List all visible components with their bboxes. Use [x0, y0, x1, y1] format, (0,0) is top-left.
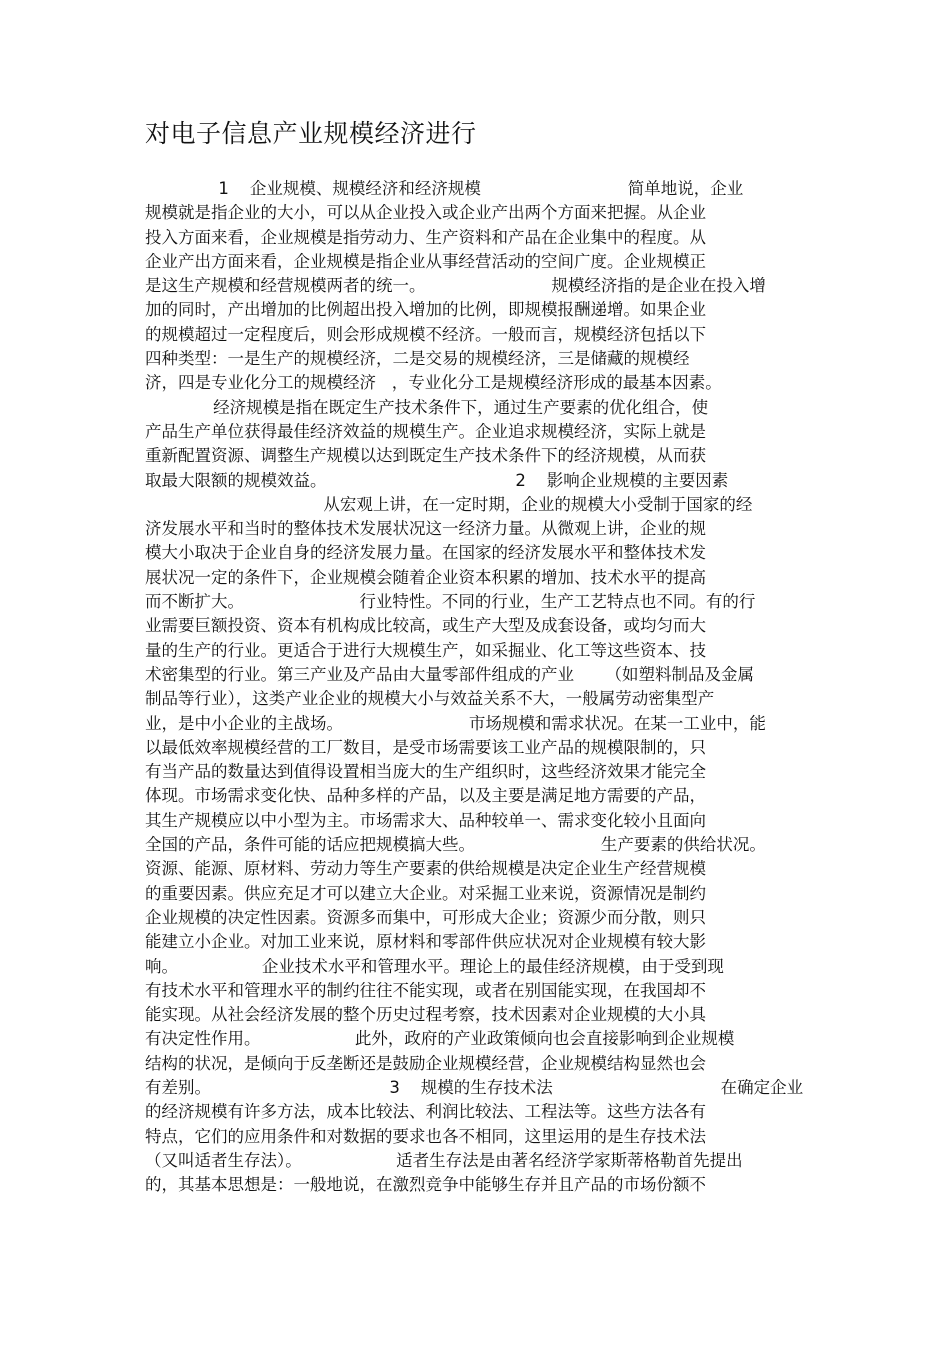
body-text-line: 能实现。从社会经济发展的整个历史过程考察，技术因素对企业规模的大小具 [145, 1005, 706, 1025]
body-text-line: 展状况一定的条件下，企业规模会随着企业资本积累的增加、技术水平的提高 [145, 567, 706, 587]
body-text-line: 从宏观上讲，在一定时期，企业的规模大小受制于国家的经 [145, 494, 753, 514]
body-text-line: 全国的产品，条件可能的话应把规模搞大些。 生产要素的供给状况。 [145, 835, 766, 855]
body-text-line: 1 企业规模、规模经济和经济规模 简单地说，企业 [145, 179, 744, 198]
body-text-line: 术密集型的行业。第三产业及产品由大量零部件组成的产业 （如塑料制品及金属 [145, 664, 754, 684]
body-text-line: 业需要巨额投资、资本有机构成比较高，或生产大型及成套设备，或均匀而大 [145, 616, 706, 636]
body-text-line: 有技术水平和管理水平的制约往往不能实现，或者在别国能实现，在我国却不 [145, 980, 706, 1000]
body-text-line: 加的同时，产出增加的比例超出投入增加的比例，即规模报酬递增。如果企业 [145, 300, 706, 320]
body-text-line: 企业产出方面来看，企业规模是指企业从事经营活动的空间广度。企业规模正 [145, 251, 706, 271]
body-text-line: 有决定性作用。 此外，政府的产业政策倾向也会直接影响到企业规模 [145, 1029, 735, 1049]
body-text-line: 业，是中小企业的主战场。 市场规模和需求状况。在某一工业中，能 [145, 713, 766, 733]
body-text-line: 体现。市场需求变化快、品种多样的产品，以及主要是满足地方需要的产品， [145, 786, 706, 806]
body-text-line: 的重要因素。供应充足才可以建立大企业。对采掘工业来说，资源情况是制约 [145, 883, 706, 903]
body-text-line: 投入方面来看，企业规模是指劳动力、生产资料和产品在企业集中的程度。从 [145, 227, 706, 247]
document-body [145, 177, 825, 1197]
body-text-line: 是这生产规模和经营规模两者的统一。 规模经济指的是企业在投入增 [145, 276, 766, 296]
body-text-line: 特点，它们的应用条件和对数据的要求也各不相同，这里运用的是生存技术法 [145, 1126, 706, 1146]
body-text-line: 能建立小企业。对加工业来说，原材料和零部件供应状况对企业规模有较大影 [145, 932, 706, 952]
body-text-line: 结构的状况，是倾向于反垄断还是鼓励企业规模经营，企业规模结构显然也会 [145, 1053, 706, 1073]
body-text-line: 取最大限额的规模效益。 2 影响企业规模的主要因素 [145, 470, 729, 490]
body-text-line: 的，其基本思想是：一般地说，在激烈竞争中能够生存并且产品的市场份额不 [145, 1175, 706, 1195]
body-text-line: 量的生产的行业。更适合于进行大规模生产，如采掘业、化工等这些资本、技 [145, 640, 706, 660]
body-text-line: 的规模超过一定程度后，则会形成规模不经济。一般而言，规模经济包括以下 [145, 324, 706, 344]
document-title: 对电子信息产业规模经济进行 [145, 119, 477, 148]
body-text-line: 而不断扩大。 行业特性。不同的行业，生产工艺特点也不同。有的行 [145, 592, 756, 612]
body-text-line: 济，四是专业化分工的规模经济 ，专业化分工是规模经济形成的最基本因素。 [145, 373, 722, 393]
body-text-line: 以最低效率规模经营的工厂数目，是受市场需要该工业产品的规模限制的，只 [145, 737, 706, 757]
body-text-line: 制品等行业），这类产业企业的规模大小与效益关系不大，一般属劳动密集型产 [145, 689, 715, 709]
body-text-line: 重新配置资源、调整生产规模以达到既定生产技术条件下的经济规模，从而获 [145, 446, 706, 466]
body-text-line: 其生产规模应以中小型为主。市场需求大、品种较单一、需求变化较小且面向 [145, 810, 706, 830]
body-text-line: 有差别。 3 规模的生存技术法 在确定企业 [145, 1077, 804, 1097]
body-text-line: 规模就是指企业的大小，可以从企业投入或企业产出两个方面来把握。从企业 [145, 203, 706, 223]
body-text-line: 的经济规模有许多方法，成本比较法、利润比较法、工程法等。这些方法各有 [145, 1102, 706, 1122]
body-text-line: 资源、能源、原材料、劳动力等生产要素的供给规模是决定企业生产经营规模 [145, 859, 706, 879]
body-text-line: 经济规模是指在既定生产技术条件下，通过生产要素的优化组合，使 [145, 397, 709, 417]
body-text-line: 济发展水平和当时的整体技术发展状况这一经济力量。从微观上讲，企业的规 [145, 519, 706, 539]
body-text-line: 响。 企业技术水平和管理水平。理论上的最佳经济规模，由于受到现 [145, 956, 724, 976]
body-text-line: 产品生产单位获得最佳经济效益的规模生产。企业追求规模经济，实际上就是 [145, 421, 706, 441]
body-text-line: 企业规模的决定性因素。资源多而集中，可形成大企业；资源少而分散，则只 [145, 907, 706, 927]
body-text-line: 模大小取决于企业自身的经济发展力量。在国家的经济发展水平和整体技术发 [145, 543, 706, 563]
body-text-line: 四种类型：一是生产的规模经济，二是交易的规模经济，三是储藏的规模经 [145, 349, 690, 369]
body-text-line: （又叫适者生存法）。 适者生存法是由著名经济学家斯蒂格勒首先提出 [145, 1150, 743, 1170]
body-text-line: 有当产品的数量达到值得设置相当庞大的生产组织时，这些经济效果才能完全 [145, 762, 706, 782]
